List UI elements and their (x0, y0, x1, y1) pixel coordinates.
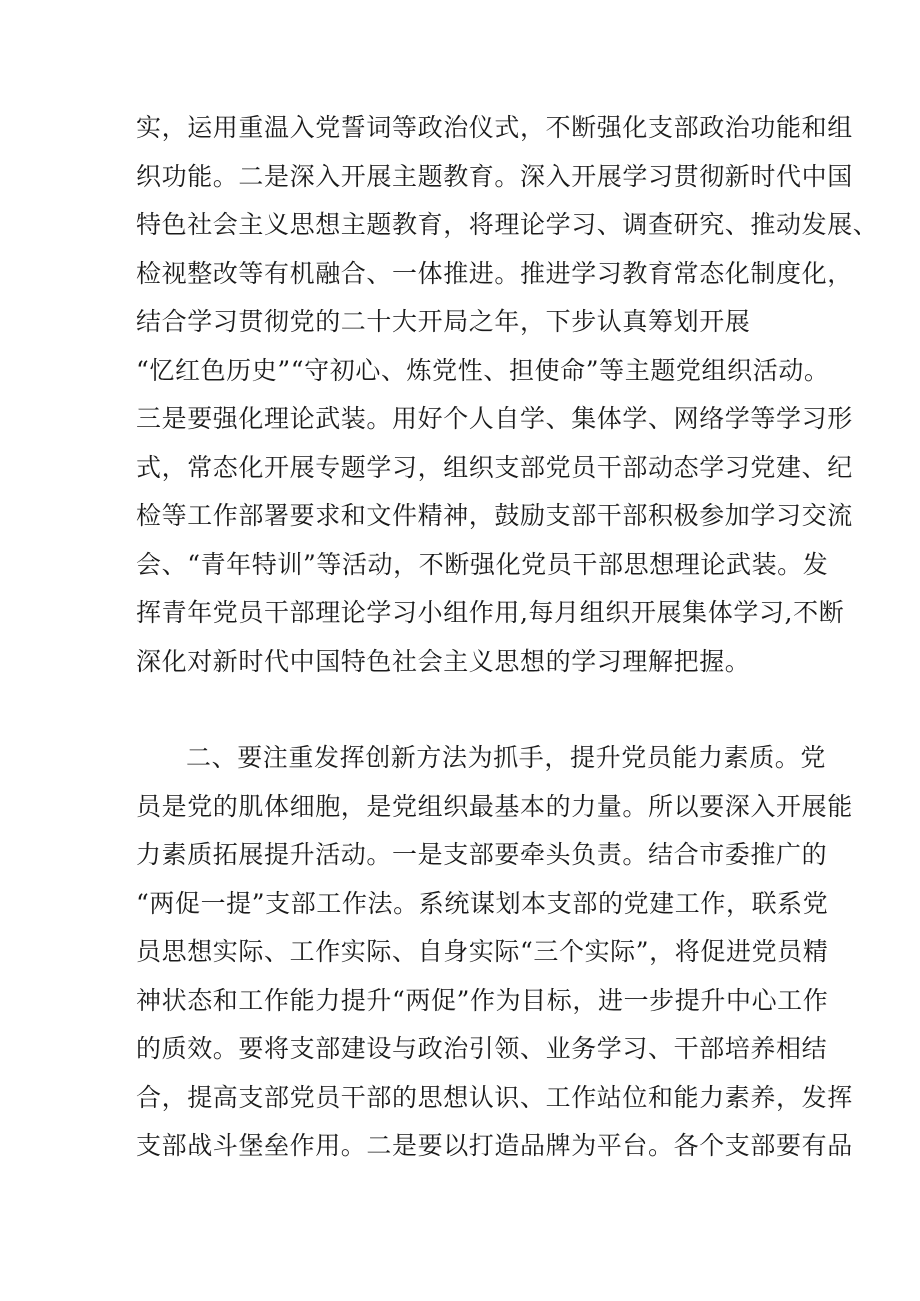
text-line: 三是要强化理论武装。用好个人自学、集体学、网络学等学习形 (136, 404, 853, 433)
text-line: 员思想实际、工作实际、自身实际“三个实际”，将促进党员精 (136, 937, 829, 966)
text-line: 力素质拓展提升活动。一是支部要牵头负责。结合市委推广的 (136, 840, 828, 869)
text-line: 挥青年党员干部理论学习小组作用,每月组织开展集体学习,不断 (136, 598, 845, 627)
text-line: 织功能。二是深入开展主题教育。深入开展学习贯彻新时代中国 (136, 162, 853, 191)
text-line: “忆红色历史”“守初心、炼党性、担使命”等主题党组织活动。 (136, 356, 830, 385)
text-line: 合，提高支部党员干部的思想认识、工作站位和能力素养，发挥 (136, 1083, 853, 1112)
text-line: 式，常态化开展专题学习，组织支部党员干部动态学习党建、纪 (136, 453, 853, 482)
text-line: “两促一提”支部工作法。系统谋划本支部的党建工作，联系党 (136, 889, 829, 918)
text-line: 检视整改等有机融合、一体推进。推进学习教育常态化制度化， (136, 259, 853, 288)
text-line: 的质效。要将支部建设与政治引领、业务学习、干部培养相结 (136, 1034, 828, 1063)
text-line: 员是党的肌体细胞，是党组织最基本的力量。所以要深入开展能 (136, 792, 853, 821)
text-line: 深化对新时代中国特色社会主义思想的学习理解把握。 (136, 647, 751, 676)
text-line: 实，运用重温入党誓词等政治仪式，不断强化支部政治功能和组 (136, 113, 853, 142)
text-line: 检等工作部署要求和文件精神，鼓励支部干部积极参加学习交流 (136, 501, 853, 530)
text-line: 结合学习贯彻党的二十大开局之年，下步认真筹划开展 (136, 307, 751, 336)
text-line: 神状态和工作能力提升“两促”作为目标，进一步提升中心工作 (136, 986, 829, 1015)
text-line: 支部战斗堡垒作用。二是要以打造品牌为平台。各个支部要有品 (136, 1131, 853, 1160)
text-line: 会、“青年特训”等活动，不断强化党员干部思想理论武装。发 (136, 550, 829, 579)
text-line: 特色社会主义思想主题教育，将理论学习、调查研究、推动发展、 (136, 210, 879, 239)
text-line: 二、要注重发挥创新方法为抓手，提升党员能力素质。党 (186, 743, 827, 772)
